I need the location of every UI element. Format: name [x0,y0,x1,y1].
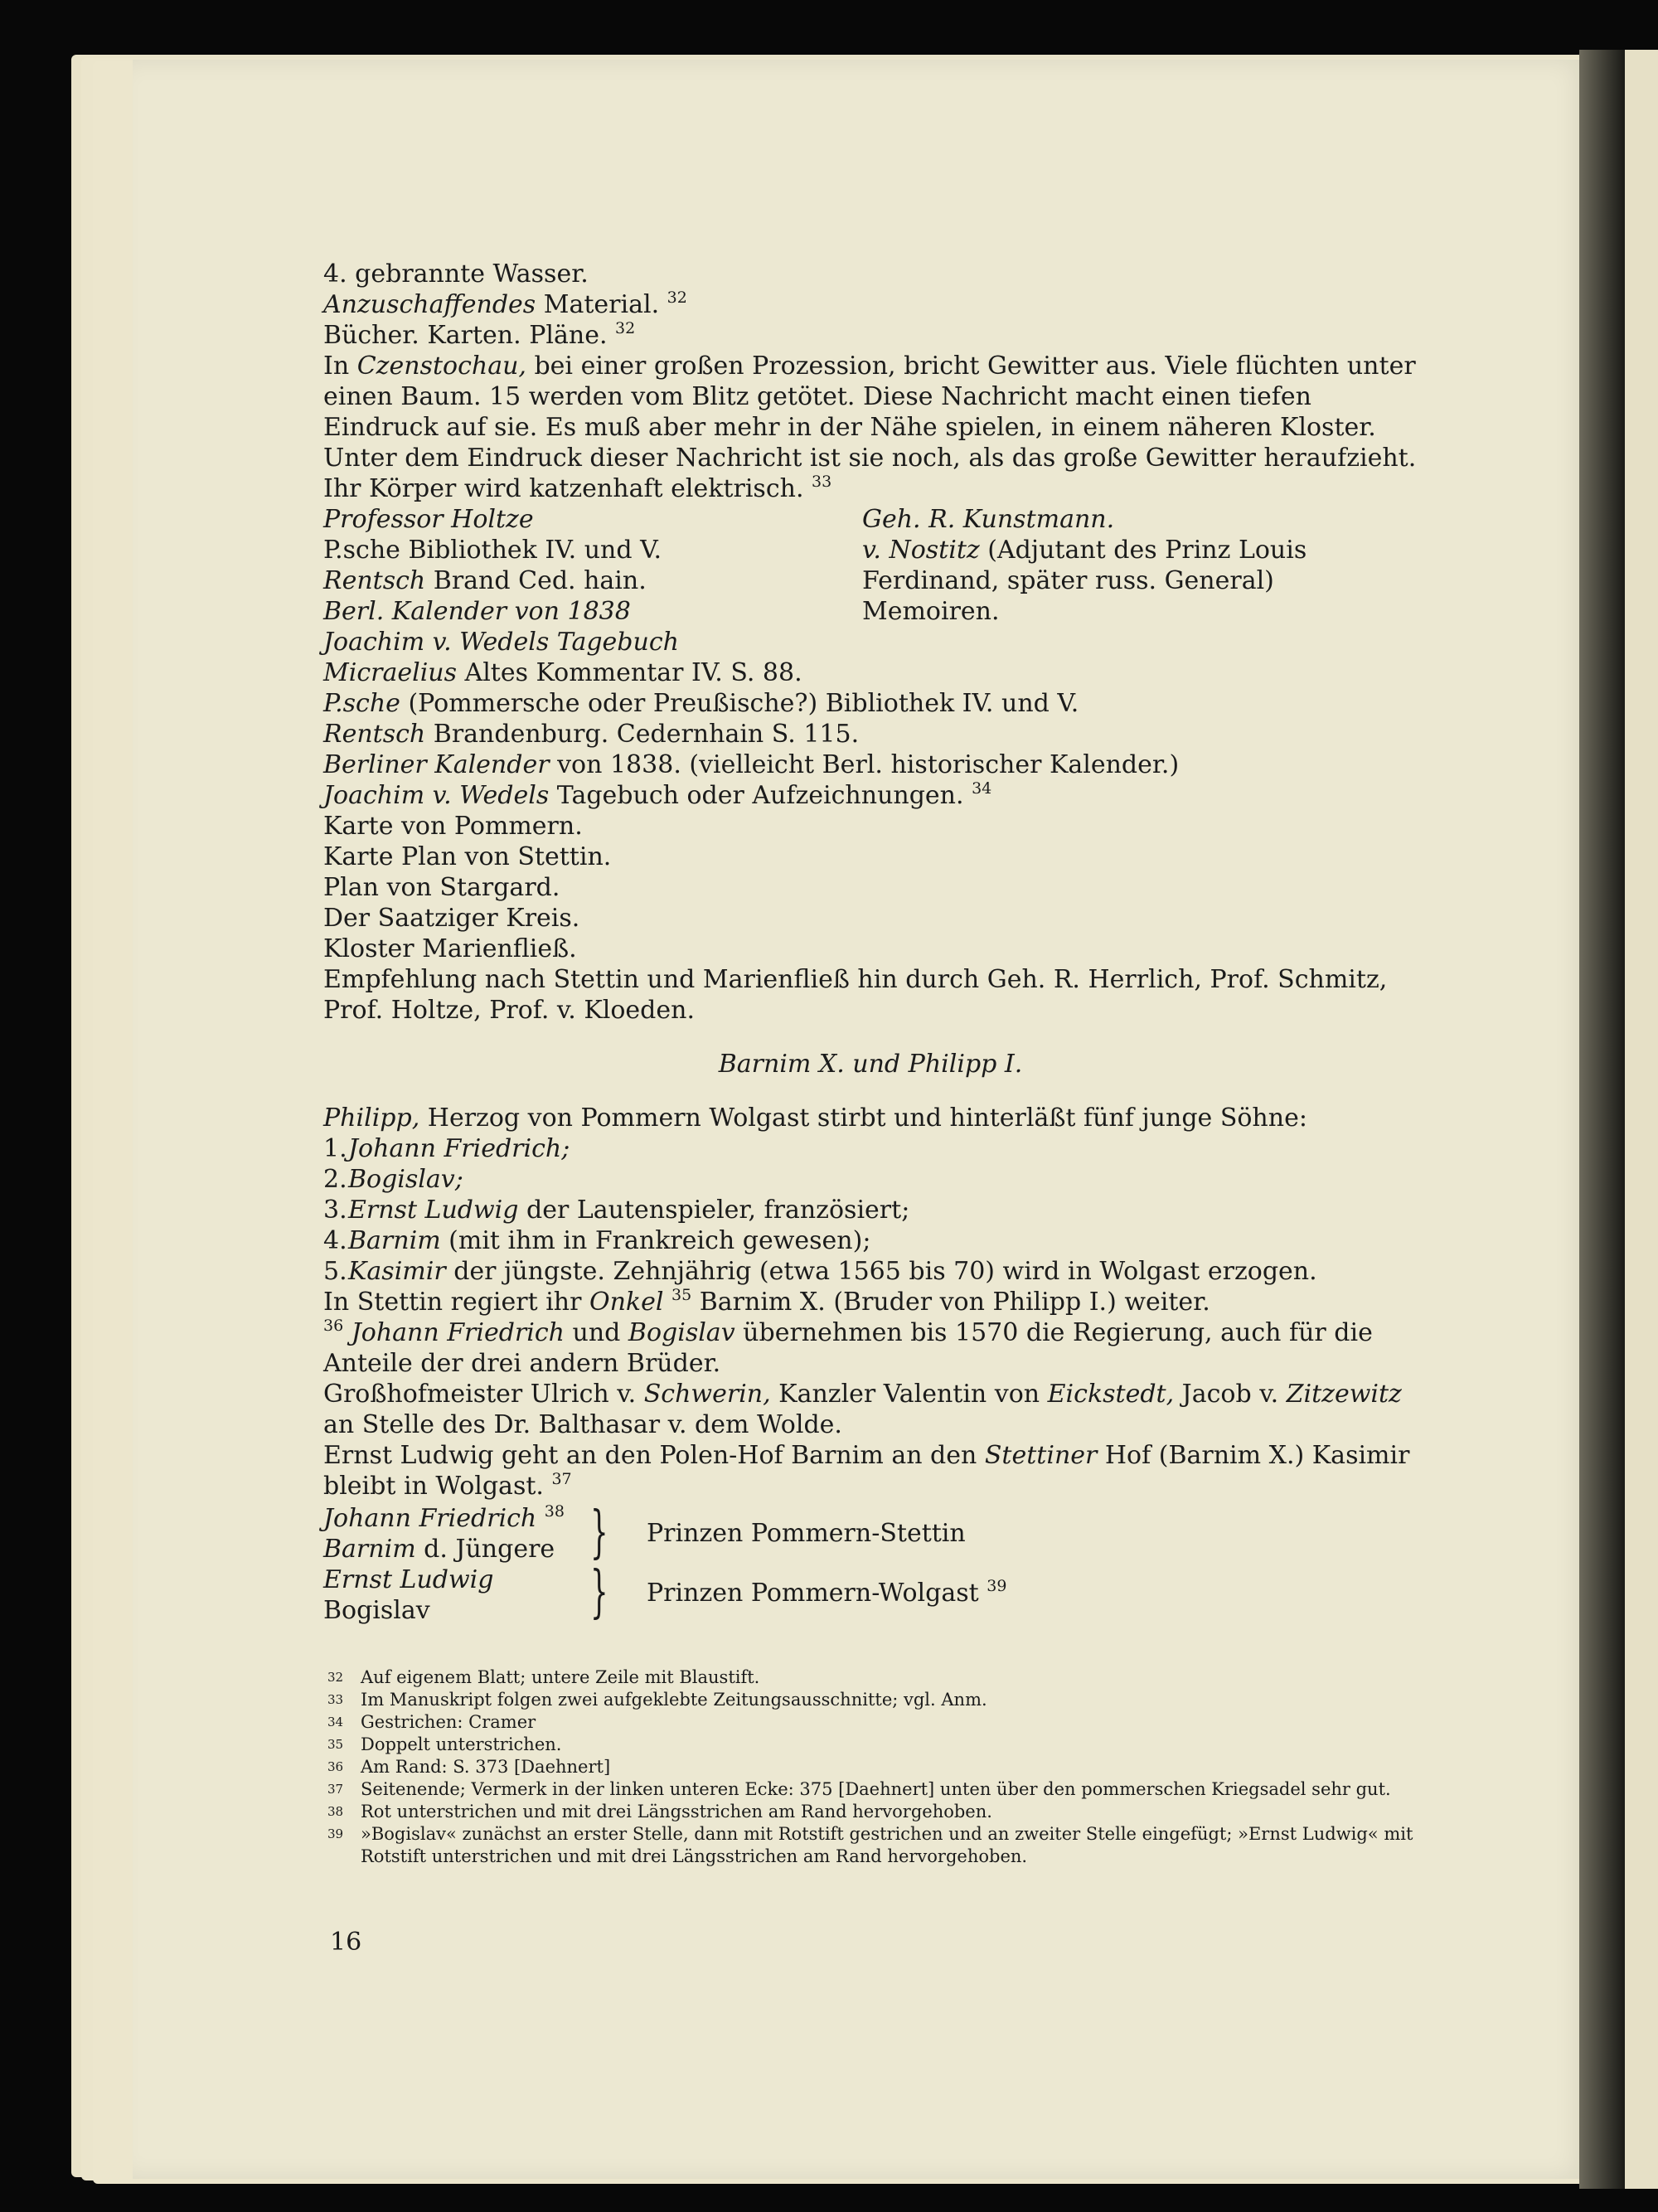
footnote [327,1756,1422,1778]
text-line [323,289,1418,320]
page-number: 16 [330,1928,362,1957]
italic-text: Kasimir [348,1257,446,1286]
italic-text: Ernst Ludwig [323,1565,494,1594]
philipp-line [323,1103,1418,1133]
brace-wolgast: } [590,1560,608,1626]
italic-text: Rentsch [323,566,426,595]
section-heading [323,1049,1418,1079]
text-run: Material. [536,290,667,319]
text-line [323,934,1418,964]
footnote-number: 38 [327,1804,344,1819]
footnote-ref: 36 [323,1317,344,1335]
text-run: (Pommersche oder Preußische?) Bibliothek IV. und V. [400,689,1079,718]
footnote-number: 36 [327,1759,344,1774]
text-run: Plan von Stargard. [323,873,560,902]
italic-text: Joachim v. Wedels [323,781,550,810]
text-run: P.sche Bibliothek IV. und V. [323,536,662,565]
footnote-number: 32 [327,1670,344,1685]
text-run: Hof (Barnim X.) Kasimir bleibt in Wolgast. [323,1441,1410,1501]
footnote-ref: 37 [551,1470,572,1488]
italic-text: Geh. R. Kunstmann. [862,505,1115,534]
text-run: Jacob v. [1174,1380,1287,1409]
text-run: Tagebuch oder Aufzeichnungen. [549,781,972,810]
footnote-ref: 38 [544,1502,565,1521]
text-line [323,1133,1418,1164]
text-run: von 1838. (vielleicht Berl. historischer Kalender.) [549,750,1180,779]
italic-text: Berliner Kalender [323,750,550,779]
footnote-text: Gestrichen: Cramer [361,1712,536,1732]
text-line [323,1164,1418,1195]
text-run: Brandenburg. Cedernhain S. 115. [425,720,860,749]
text-line [862,504,1426,535]
text-run: Ferdinand, später russ. General) [862,566,1274,595]
italic-text: Schwerin, [643,1380,771,1409]
list-number: 3. [323,1196,347,1225]
text-line [323,688,1418,719]
text-run: Kanzler Valentin von [770,1380,1048,1409]
text-line [323,780,1418,811]
italic-text: Barnim [348,1226,441,1255]
text-line [323,657,1418,688]
italic-text: Eickstedt, [1047,1380,1175,1409]
text-run: (mit ihm in Frankreich gewesen); [440,1226,871,1255]
list-number: 1. [323,1134,347,1163]
text-line [323,1534,580,1564]
footnote-ref: 35 [671,1286,692,1304]
next-page-edge [1625,50,1658,2189]
footnote-number: 37 [327,1782,344,1797]
princes-bracket [323,1500,1418,1626]
text-line [323,565,837,596]
italic-text: Berl. Kalender von 1838 [323,597,631,626]
text-line [323,1595,580,1626]
footnote-text: Seitenende; Vermerk in der linken unteren Ecke: 375 [Daehnert] unten über den pommerschen Kriegsadel sehr gut. [361,1779,1391,1799]
group-stettin: Prinzen Pommern-Stettin [647,1519,966,1548]
left-column [323,504,837,627]
text-run: Memoiren. [862,597,1000,626]
text-line [323,811,1418,842]
page-body [323,259,1418,1626]
text-line [862,535,1426,565]
footnote-number: 39 [327,1826,344,1841]
footnote-ref: 33 [812,473,832,491]
text-run: (Adjutant des Prinz Louis [979,536,1307,565]
text-run: In [323,352,357,381]
text-run [343,1318,351,1347]
footnote-ref: 32 [667,289,687,307]
two-column-list [323,504,1418,627]
sources-list [323,627,1418,964]
text-run: d. Jüngere [415,1535,555,1564]
italic-text: Zitzewitz [1286,1380,1402,1409]
footnote-text: »Bogislav« zunächst an erster Stelle, dann mit Rotstift gestrichen und an zweiter Stelle eingefügt; »Ernst Ludwig« mit Rotstift unterstrichen und mit drei Längsstrichen am Rand hervorgehoben. [361,1824,1413,1866]
footnote-ref: 32 [615,319,636,337]
text-line [323,259,1418,289]
text-run: Großhofmeister Ulrich v. [323,1380,644,1409]
text-run: der Lautenspieler, französiert; [518,1196,910,1225]
text-line [323,596,837,627]
text-line [323,504,837,535]
princes-names [323,1503,580,1626]
text-line [323,1503,580,1534]
text-run: an Stelle des Dr. Balthasar v. dem Wolde. [323,1410,842,1439]
group-wolgast [647,1578,1006,1608]
italic-text: Johann Friedrich [351,1318,565,1347]
right-column [862,504,1426,627]
sons-list [323,1133,1418,1287]
text-run: Bücher. Karten. Pläne. [323,321,616,350]
list-number: 2. [323,1165,347,1194]
italic-text: Micraelius [323,658,458,687]
italic-text: Anzuschaffendes [323,290,536,319]
text-run: In Stettin regiert ihr [323,1288,590,1317]
text-line [323,535,837,565]
italic-text: Barnim [323,1535,416,1564]
italic-text: Professor Holtze [323,505,534,534]
text-run: Brand Ced. hain. [425,566,647,595]
text-run: 4. gebrannte Wasser. [323,260,589,289]
text-run: und [564,1318,628,1347]
footnote-number: 34 [327,1715,344,1729]
footnote-number: 35 [327,1737,344,1752]
text-line [323,1287,1418,1317]
footnote-text: Rot unterstrichen und mit drei Längsstrichen am Rand hervorgehoben. [361,1802,992,1822]
footnote-ref: 39 [987,1577,1007,1595]
italic-text: Ernst Ludwig [348,1196,519,1225]
text-run: Herzog von Pommern Wolgast stirbt und hinterläßt fünf junge Söhne: [419,1104,1307,1133]
paragraph-regierung [323,1317,1418,1379]
footnote-ref: 34 [972,779,992,798]
text-line [323,1225,1418,1256]
text-run: Bogislav [323,1596,430,1625]
footnote [327,1801,1422,1823]
text-run: der jüngste. Zehnjährig (etwa 1565 bis 70) wird in Wolgast erzogen. [445,1257,1317,1286]
footnote-text: Auf eigenem Blatt; untere Zeile mit Blaustift. [361,1667,760,1687]
paragraph-czenstochau [323,351,1418,504]
text-run: übernehmen bis 1570 die Regierung, auch für die Anteile der drei andern Brüder. [323,1318,1373,1378]
section-heading-text: Barnim X. und Philipp I. [718,1050,1023,1079]
text-run: Kloster Marienfließ. [323,934,577,963]
text-line [323,1256,1418,1287]
italic-text: v. Nostitz [862,536,980,565]
text-line [323,320,1418,351]
text-line [323,1195,1418,1225]
footnote-text: Doppelt unterstrichen. [361,1734,562,1754]
footnotes [327,1666,1422,1868]
footnote [327,1689,1422,1711]
text-run: Karte Plan von Stettin. [323,842,612,871]
text-run: Barnim X. (Bruder von Philipp I.) weiter. [691,1288,1210,1317]
footnote-number: 33 [327,1692,344,1707]
paragraph-hofmeister [323,1379,1418,1440]
text-run: Altes Kommentar IV. S. 88. [457,658,802,687]
footnote [327,1734,1422,1756]
italic-text: Czenstochau, [356,352,526,381]
text-line [323,872,1418,903]
italic-text: Joachim v. Wedels Tagebuch [323,628,679,657]
text-line [323,719,1418,749]
italic-text: Philipp, [323,1104,420,1133]
text-run: bei einer großen Prozession, bricht Gewitter aus. Viele flüchten unter einen Baum. 15 werden vom Blitz getötet. Diese Nachricht macht einen tiefen Eindruck auf sie. Es muß aber mehr in der Nähe spielen, in einem näheren Kloster. Unter dem Eindruck dieser Nachricht ist sie noch, als das große Gewitter heraufzieht. Ihr Körper wird katzenhaft elektrisch. [323,352,1417,503]
stettin-line [323,1287,1418,1317]
text-line [323,842,1418,872]
group-wolgast-text: Prinzen Pommern-Wolgast [647,1579,979,1608]
list-number: 5. [323,1257,347,1286]
paragraph-empfehlung [323,964,1418,1026]
footnote-text: Am Rand: S. 373 [Daehnert] [361,1757,611,1777]
italic-text: Bogislav [628,1318,735,1347]
top-lines [323,259,1418,351]
footnote-text: Im Manuskript folgen zwei aufgeklebte Zeitungsausschnitte; vgl. Anm. [361,1690,987,1710]
footnote [327,1711,1422,1734]
italic-text: Bogislav; [348,1165,463,1194]
italic-text: Johann Friedrich [323,1504,537,1533]
italic-text: P.sche [323,689,400,718]
italic-text: Rentsch [323,720,426,749]
text-run: Ernst Ludwig geht an den Polen-Hof Barnim an den [323,1441,985,1470]
paragraph-ernst-ludwig [323,1440,1418,1501]
footnote [327,1666,1422,1689]
text-line [323,1564,580,1595]
text-run: Empfehlung nach Stettin und Marienfließ hin durch Geh. R. Herrlich, Prof. Schmitz, Prof. Holtze, Prof. v. Kloeden. [323,965,1388,1025]
italic-text: Johann Friedrich; [348,1134,570,1163]
italic-text: Stettiner [984,1441,1098,1470]
text-line [862,596,1426,627]
brace-stettin: } [590,1500,608,1566]
list-number: 4. [323,1226,347,1255]
text-run: Karte von Pommern. [323,812,583,841]
text-line [323,627,1418,657]
text-line [323,903,1418,934]
text-line [323,749,1418,780]
text-run [536,1504,545,1533]
text-line [862,565,1426,596]
text-run: Der Saatziger Kreis. [323,904,580,933]
italic-text: Onkel [589,1288,664,1317]
footnote [327,1778,1422,1801]
footnote [327,1823,1422,1868]
book-gutter [1579,50,1625,2189]
text-run [663,1288,671,1317]
